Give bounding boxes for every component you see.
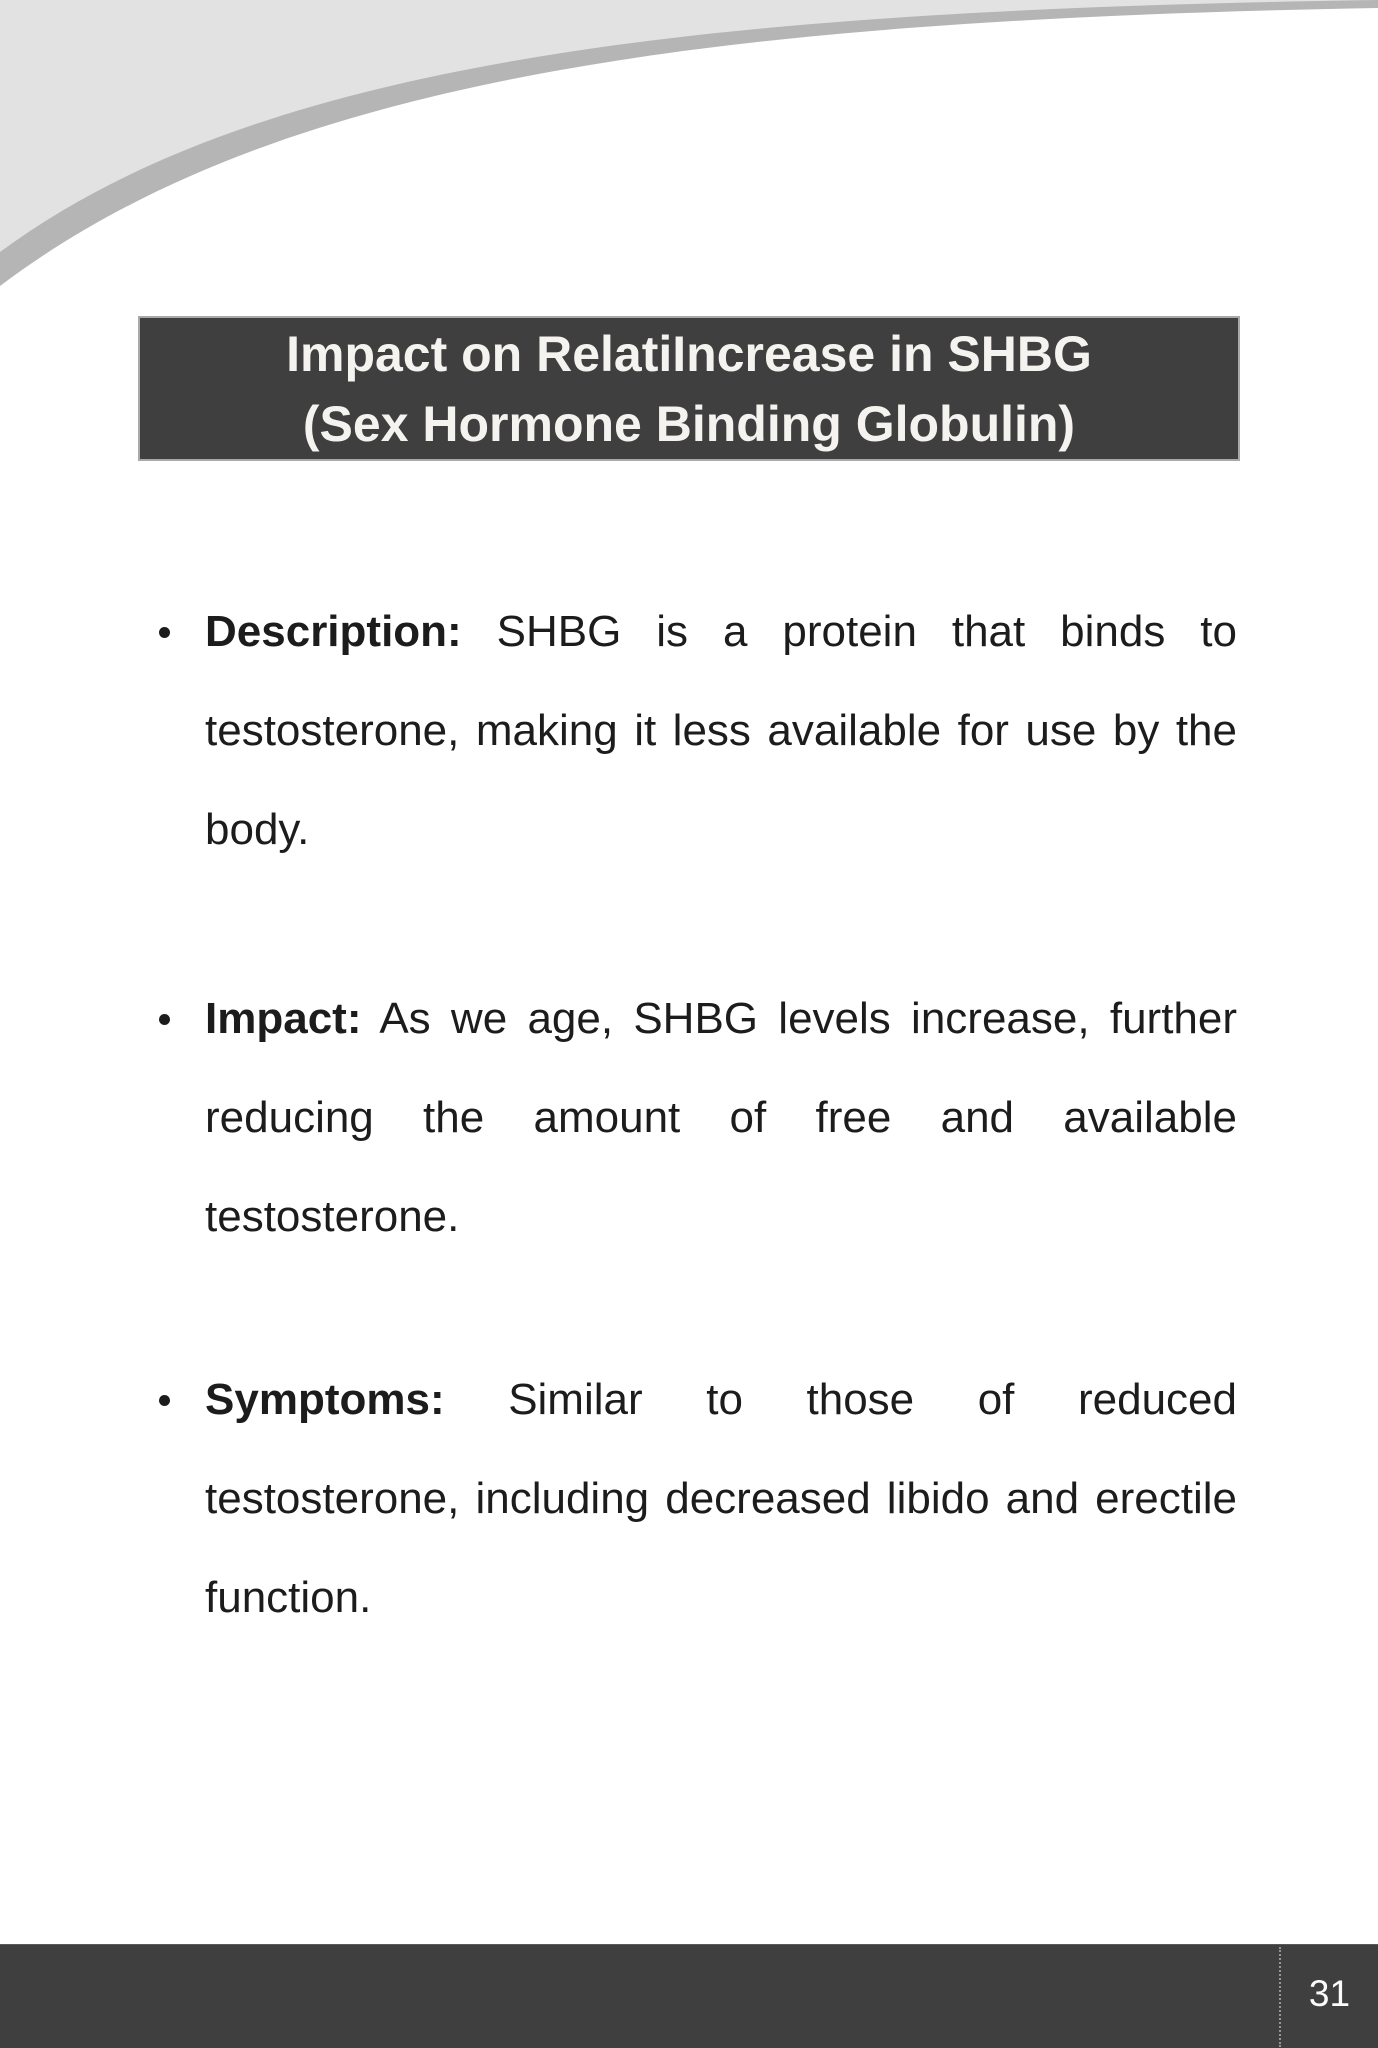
bullet-line-rest: SHBG is a protein that binds to (496, 607, 1237, 656)
swoosh-graphic (0, 0, 1378, 300)
bullet-description (157, 582, 1237, 879)
title-banner (138, 316, 1240, 461)
bullet-line (205, 1350, 1237, 1449)
bullet-line: body. (205, 805, 310, 854)
bullet-line-rest: As we age, SHBG levels increase, further (379, 994, 1238, 1043)
bullet-line: reducing the amount of free and available (205, 1093, 1237, 1142)
bullet-line: testosterone, making it less available for use by the (205, 706, 1237, 755)
footer-bar (0, 1944, 1378, 2048)
title-line-1: Impact on RelatiIncrease in SHBG (286, 325, 1092, 382)
bullet-dot-icon (159, 627, 170, 638)
bullet-line: testosterone. (205, 1192, 460, 1241)
bullet-line (205, 582, 1237, 681)
bullet-label: Description: (205, 607, 462, 656)
bullet-dot-icon (159, 1395, 170, 1406)
bullet-dot-icon (159, 1014, 170, 1025)
bullet-text (205, 1350, 1237, 1647)
bullet-line (205, 969, 1237, 1068)
bullet-label: Symptoms: (205, 1375, 445, 1424)
bullet-symptoms (157, 1350, 1237, 1647)
title-line-2: (Sex Hormone Binding Globulin) (302, 395, 1076, 452)
bullet-text (205, 969, 1237, 1266)
page-number: 31 (1308, 1973, 1351, 2014)
bullet-line-rest: Similar to those of reduced (508, 1375, 1237, 1424)
bullet-line: function. (205, 1573, 372, 1622)
bullet-line: testosterone, including decreased libido and erectile (205, 1474, 1237, 1523)
bullet-impact (157, 969, 1237, 1266)
bullet-label: Impact: (205, 994, 362, 1043)
bullet-text (205, 582, 1237, 879)
